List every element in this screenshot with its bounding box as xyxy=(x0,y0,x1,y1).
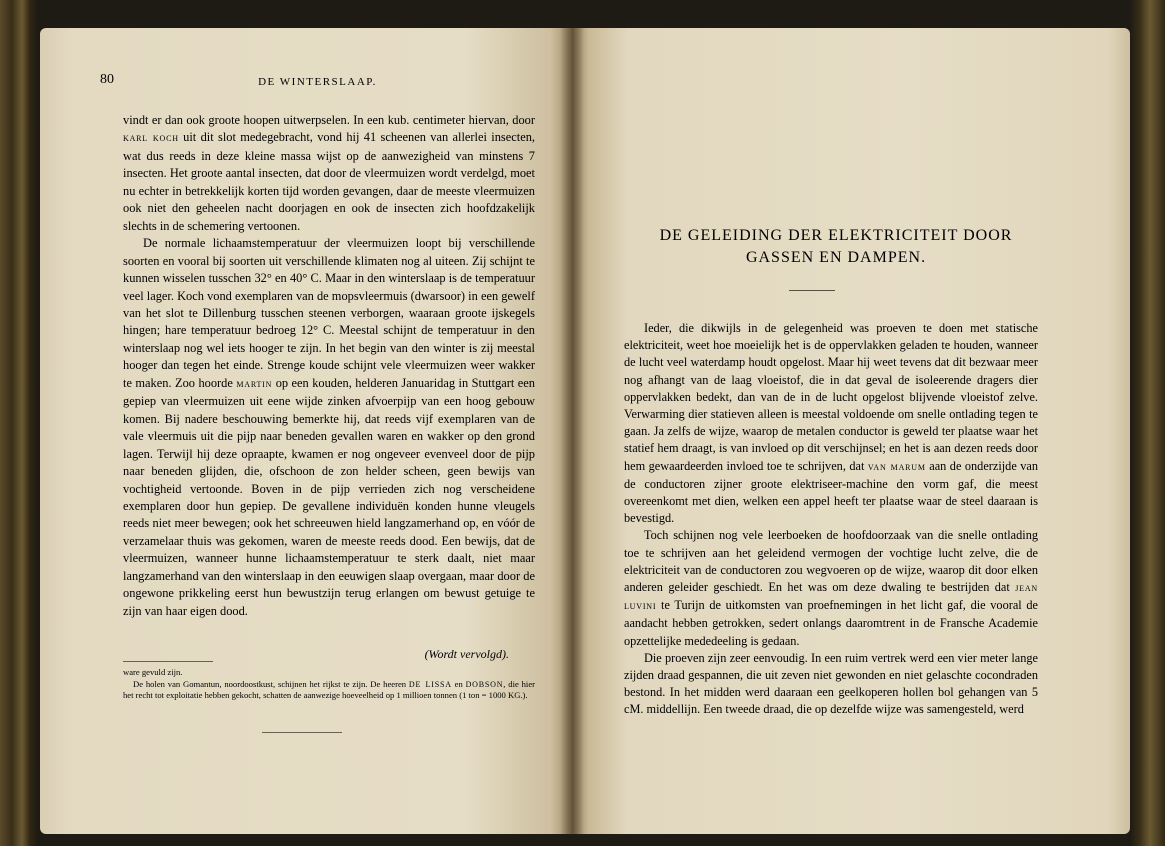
footnote: De holen van Gomantun, noordoostkust, schijnen het rijkst te zijn. De heeren de lissa en dobson, die hier het recht tot exploitatie hebben gekocht, schatten de aanwezige hoeveelheid op 1 millioen tonnen (1 ton = 1000 KG.). xyxy=(123,677,535,701)
running-head-title: DE WINTERSLAAP. xyxy=(258,76,377,88)
right-text-column xyxy=(624,320,1038,719)
article-title-line: DE GELEIDING DER ELEKTRICITEIT DOOR xyxy=(659,227,1013,244)
body-paragraph: Die proeven zijn zeer eenvoudig. In een ruim vertrek werd een vier meter lange zijden draad gespannen, die uit zeven niet gewonden en niet gelaschte cocondraden bestond. In het midden werd daaraan een geelkoperen hollen bol gehangen van 5 cM. middellijn. Een tweede draad, die op dezelfde wijze was samengesteld, werd xyxy=(624,650,1038,717)
small-caps-name: karl koch xyxy=(123,132,179,145)
footnote-divider xyxy=(123,661,213,662)
small-caps-name: jean luvini xyxy=(624,582,1038,613)
footnote-end-rule xyxy=(262,732,342,733)
left-text-column xyxy=(123,112,535,620)
small-caps-name: de lissa xyxy=(408,677,452,690)
book-gutter xyxy=(560,28,584,834)
to-be-continued: (Wordt vervolgd). xyxy=(424,647,509,661)
body-paragraph: De normale lichaamstemperatuur der vleermuizen loopt bij verschillende soorten en vooral bij soorten uit verschillende klimaten nog al uiteen. Zij schijnt te kunnen wisselen tusschen 32° en 40° C. Maar in den winterslaap is de temperatuur veel lager. Koch vond exemplaren van de mopsvleermuis (dwarsoor) in een gewelf van het slot te Dillenburg tusschen steenen verborgen, waaraan groote ijskegels hingen; hare temperatuur bedroeg 12° C. Meestal schijnt de temperatuur in den winterslaap nog wel iets hooger te zijn. In het begin van den winter is zij meestal hooger dan tegen het einde. Strenge koude schijnt vele vleermuizen weer wakker te maken. Zoo hoorde martin op een kouden, helderen Januaridag in Stuttgart een gepiep van vleermuizen uit eene wijde zinken afvoerpijp van een hoog gebouw komen. Bij nadere beschouwing bemerkte hij, dat reeds vijf exemplaren van de vale vleermuis uit die pijp naar beneden gevallen waren en wakker op den grond lagen. Terwijl hij deze opraapte, kwamen er nog ongeveer evenveel door de pijp naar beneden glijden, die, ofschoon de zon helder scheen, geen bewijs van vochtigheid vertoonde. Boven in de pijp verrieden zich nog verscheidene exemplaren door hun gepiep. De gevallene individuën konden hunne vleugels reeds niet meer bewegen; ook het schreeuwen hield langzamerhand op, en vóór de verzamelaar thuis was gekomen, waren de meeste reeds dood. Een bewijs, dat de vleermuizen, wanneer hunne lichaamstemperatuur te sterk daalt, niet maar langzamerhand van den winterslaap in den eeuwigen slaap overgaan, maar door de ongewone prikkeling eerst hun bewustzijn terug erlangen om bewust getuige te zijn van haar eigen dood. xyxy=(123,236,536,618)
body-paragraph: Ieder, die dikwijls in de gelegenheid was proeven te doen met statische elektriciteit, weet hoe moeielijk het is de oppervlakken geladen te houden, wanneer de lucht veel waterdamp houdt opgelost. Maar hij weet tevens dat dit bezwaar meer nog afhangt van de laag vloeistof, die in dat geval de isoleerende dragers dier oppervlakken bedekt, dan van de in de lucht opgelost blijvende vloeistof zelve. Verwarming dier statieven alleen is meestal voldoende om snelle ontlading tegen te gaan. Ja zelfs de wijze, waarop de metalen conductor is geweld ter plaatse waar het statief hem draagt, is van invloed op dit verschijnsel; en het is aan dezen reeds door hem gewaardeerden invloed toe te schrijven, dat van marum aan de onderzijde van de conductoren zijner groote elektriseer-machine den vorm gaf, die meest overeenkomt met dien, welken een appel heeft ter plaatse waar de steel daaraan is bevestigd. xyxy=(624,321,1039,526)
page-number: 80 xyxy=(100,72,114,87)
title-divider xyxy=(789,290,835,291)
body-paragraph: vindt er dan ook groote hoopen uitwerpselen. In een kub. centimeter hiervan, door karl koch uit dit slot medegebracht, vond hij 41 scheenen van allerlei insecten, wat dus reeds in deze kleine massa wijst op de aanwezigheid van minstens 7 insecten. Het groote aantal insecten, dat door de vleermuizen wordt verdelgd, moet nu echter in betrekkelijk korten tijd worden gevangen, daar de meeste vleermuizen ook niet den geheelen nacht doorjagen en ook de insecten zich hoofdzakelijk slechts in de schemering vertoonen. xyxy=(123,113,535,233)
small-caps-name: van marum xyxy=(867,460,926,473)
running-head xyxy=(100,72,535,94)
small-caps-name: dobson xyxy=(465,677,504,690)
article-title-line: GASSEN EN DAMPEN. xyxy=(745,249,927,266)
body-paragraph: Toch schijnen nog vele leerboeken de hoofdoorzaak van die snelle ontlading toe te schrijven aan het geleidend vermogen der vochtige lucht zelve, die de elektriciteit van de conductoren zou wegvoeren op de wijze, waarop dit door elken anderen geleider geschiedt. En het was om deze dwaling te bestrijden dat jean luvini te Turijn de uitkomsten van proefnemingen in het licht gaf, die vooral de aandacht hebben getrokken, sedert onlangs daaromtrent in de Fransche Academie opzettelijke mededeeling is gedaan. xyxy=(624,528,1038,648)
article-title xyxy=(628,225,1044,269)
footnotes xyxy=(123,667,535,702)
footnote: ware gevuld zijn. xyxy=(123,667,183,677)
small-caps-name: martin xyxy=(236,377,273,390)
